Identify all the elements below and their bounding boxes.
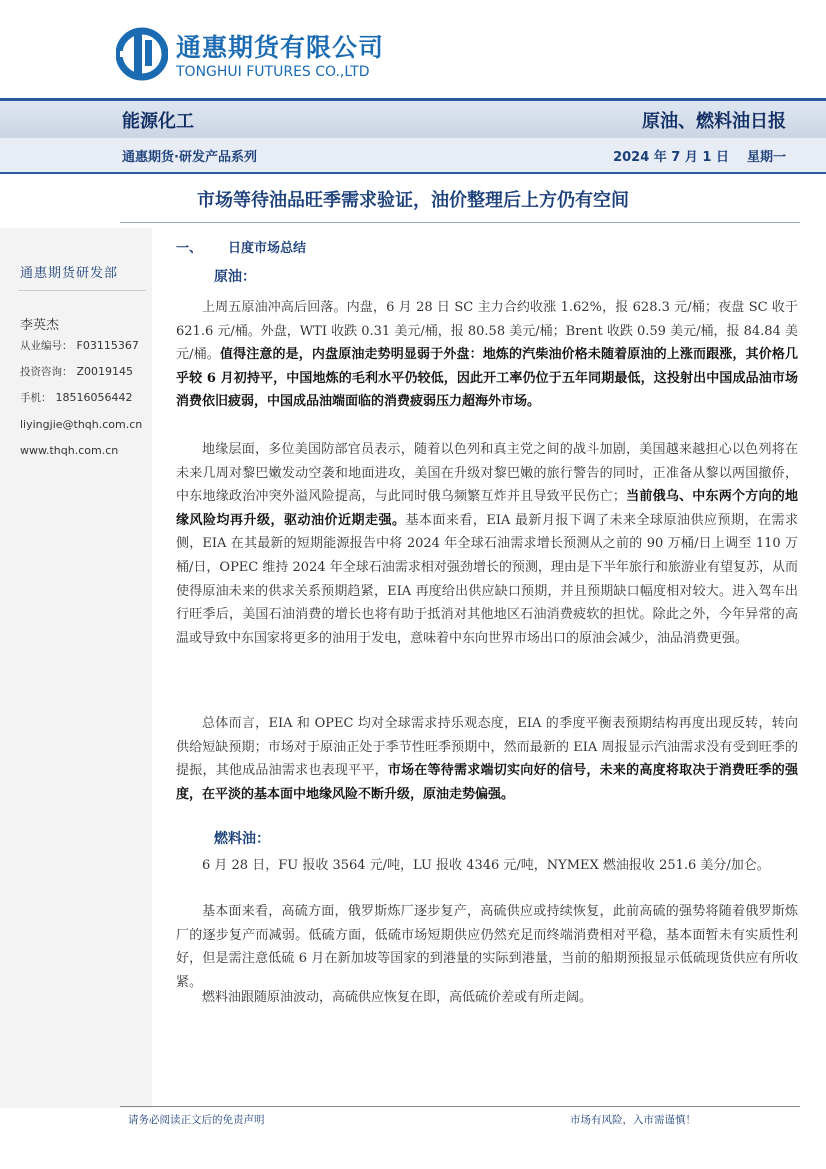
report-type: 原油、燃料油日报 bbox=[642, 111, 786, 132]
crude-paragraph-3: 总体而言，EIA 和 OPEC 均对全球需求持乐观态度，EIA 的季度平衡表预期结构再度出现反转，转向供给短缺预期；市场对于原油正处于季节性旺季预期中，然而最新的 EIA 周报显示汽油需求没有受到旺季的提振，其他成品油需求也表现平平，市场在等待需求端切实向好的信号，未来的高度将取决于消费旺季的强度，在平淡的基本面中地缘风险不断升级，原油走势偏强。 bbox=[176, 716, 798, 802]
fuel-heading: 燃料油： bbox=[214, 831, 270, 847]
report-date-block bbox=[595, 146, 786, 165]
report-date: 2024 年 7 月 1 日 bbox=[613, 150, 729, 165]
company-logo bbox=[116, 26, 406, 86]
report-series: 通惠期货·研发产品系列 bbox=[122, 150, 257, 165]
analyst-license-no: 从业编号： F03115367 bbox=[20, 339, 139, 352]
crude-paragraph-1: 上周五原油冲高后回落。内盘，6 月 28 日 SC 主力合约收涨 1.62%，报 628.3 元/桶；夜盘 SC 收于 621.6 元/桶。外盘，WTI 收跌 0.31 美元/桶，报 80.58 美元/桶；Brent 收跌 0.59 美元/桶，报 84.84 美元/桶。值得注意的是，内盘原油走势明显弱于外盘：地炼的汽柴油价格未随着原油的上涨而跟涨，其价格几乎较 6 月初持平，中国地炼的毛利水平仍较低，因此开工率仍位于五年同期最低，这投射出中国成品油市场消费依旧疲弱，中国成品油端面临的消费疲弱压力超海外市场。 bbox=[176, 300, 798, 410]
sidebar-divider bbox=[18, 290, 146, 291]
fuel-paragraph-3: 燃料油跟随原油波动，高硫供应恢复在即，高低硫价差或有所走阔。 bbox=[202, 990, 593, 1005]
tonghui-logo-icon bbox=[116, 26, 168, 82]
report-weekday: 星期一 bbox=[746, 150, 786, 165]
fuel-paragraph-2: 基本面来看，高硫方面，俄罗斯炼厂逐步复产，高硫供应或持续恢复，此前高硫的强势将随着俄罗斯炼厂的逐步复产而减弱。低硫方面，低硫市场短期供应仍然充足而终端消费相对平稳，基本面暂未有实质性利好，但是需注意低硫 6 月在新加坡等国家的到港量的实际到港量，当前的船期预报显示低硫现货供应有所收紧。 bbox=[176, 904, 798, 990]
crude-paragraph-2: 地缘层面，多位美国防部官员表示，随着以色列和真主党之间的战斗加剧，美国越来越担心以色列将在未来几周对黎巴嫩发动空袭和地面进攻，美国在升级对黎巴嫩的旅行警告的同时，正准备从黎以两国撤侨，中东地缘政治冲突外溢风险提高，与此同时俄乌频繁互炸并且导致平民伤亡；当前俄乌、中东两个方向的地缘风险均再升级，驱动油价近期走强。基本面来看，EIA 最新月报下调了未来全球原油供应预期，在需求侧，EIA 在其最新的短期能源报告中将 2024 年全球石油需求增长预测从之前的 90 万桶/日上调至 110 万桶/日，OPEC 维持 2024 年全球石油需求相对强劲增长的预测，理由是下半年旅行和旅游业有望复苏，从而使得原油未来的供求关系预期趋紧，EIA 再度给出供应缺口预期，并且预期缺口幅度相对较大。进入驾车出行旺季后，美国石油消费的增长也将有助于抵消对其他地区石油消费疲软的担忧。除此之外，今年异常的高温或导致中东国家将更多的油用于发电，意味着中东向世界市场出口的原油会减少，油品消费更强。 bbox=[176, 442, 798, 646]
report-category: 能源化工 bbox=[122, 111, 194, 132]
header-band bbox=[0, 98, 826, 141]
title-divider bbox=[120, 222, 800, 223]
company-name-cn: 通惠期货有限公司 bbox=[176, 33, 385, 62]
section-heading bbox=[176, 237, 306, 256]
crude-heading: 原油： bbox=[214, 269, 256, 285]
footer-risk-warning: 市场有风险，入市需谨慎！ bbox=[570, 1114, 696, 1126]
analyst-name: 李英杰 bbox=[20, 318, 60, 333]
footer-disclaimer: 请务必阅读正文后的免责声明 bbox=[128, 1114, 265, 1126]
footer-divider bbox=[120, 1106, 800, 1107]
company-website[interactable]: www.thqh.com.cn bbox=[20, 444, 119, 457]
analyst-phone: 手机： 18516056442 bbox=[20, 391, 133, 404]
report-title: 市场等待油品旺季需求验证，油价整理后上方仍有空间 bbox=[197, 190, 629, 211]
section-number: 一、 bbox=[176, 241, 203, 256]
analyst-consult-no: 投资咨询： Z0019145 bbox=[20, 365, 134, 378]
company-name-en: TONGHUI FUTURES CO.,LTD bbox=[176, 64, 370, 80]
sub-header-band bbox=[0, 138, 826, 174]
analyst-email[interactable]: liyingjie@thqh.com.cn bbox=[20, 418, 143, 431]
sidebar bbox=[0, 228, 152, 1108]
section-title: 日度市场总结 bbox=[228, 241, 307, 256]
fuel-paragraph-1: 6 月 28 日，FU 报收 3564 元/吨，LU 报收 4346 元/吨，NYMEX 燃油报收 251.6 美分/加仑。 bbox=[202, 858, 770, 873]
sidebar-department: 通惠期货研发部 bbox=[20, 266, 119, 281]
